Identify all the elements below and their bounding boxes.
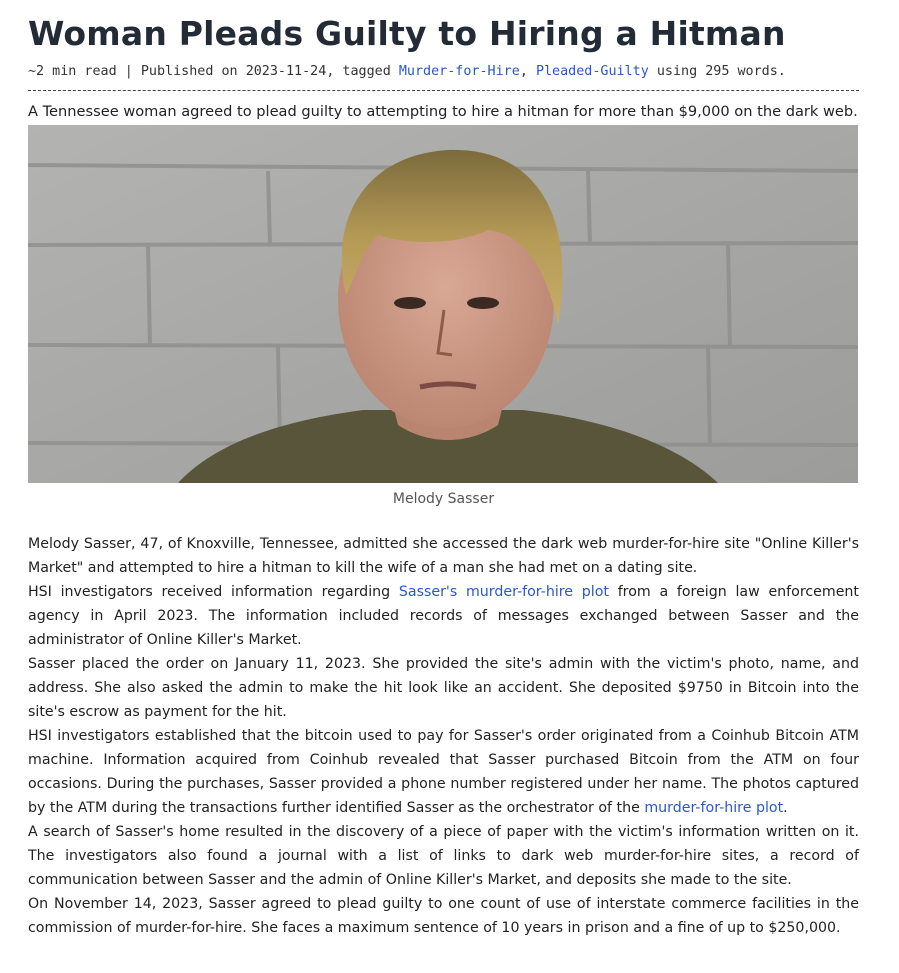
tag-link-pleaded-guilty[interactable]: Pleaded-Guilty: [535, 64, 649, 79]
paragraph-text: from a foreign law enforcement agency in April 2023. The information included records of messages exchanged between Sasser and the administrator of Online Killer's Market.: [28, 584, 859, 648]
paragraph: [28, 724, 859, 820]
paragraph: Melody Sasser, 47, of Knoxville, Tennessee, admitted she accessed the dark web murder-for-hire site "Online Killer's Market" and attempted to hire a hitman to kill the wife of a man she had met on a dating site.: [28, 536, 859, 576]
article-photo: [28, 125, 858, 483]
article-title: Woman Pleads Guilty to Hiring a Hitman: [28, 14, 786, 53]
paragraph-text: HSI investigators received information regarding: [28, 584, 399, 600]
article-meta: [28, 62, 786, 82]
published-label: Published on: [140, 64, 238, 79]
tagged-label: , tagged: [326, 64, 391, 79]
meta-separator: |: [124, 64, 133, 79]
paragraph: [28, 580, 859, 652]
plot-link[interactable]: Sasser's murder-for-hire plot: [398, 584, 609, 600]
tag-link-murder-for-hire[interactable]: Murder-for-Hire: [398, 64, 520, 79]
tag-separator: ,: [519, 64, 528, 79]
paragraph: A search of Sasser's home resulted in the discovery of a piece of paper with the victim's information written on it. The investigators also found a journal with a list of links to dark web murder-for-hire sites, a record of communication between Sasser and the admin of Online Killer's Market, and deposits she made to the site.: [28, 824, 859, 888]
read-time: ~2 min read: [28, 64, 117, 79]
plot-link[interactable]: murder-for-hire plot: [644, 800, 784, 816]
paragraph-text: .: [783, 800, 788, 816]
article-lede: A Tennessee woman agreed to plead guilty to attempting to hire a hitman for more than $9,000 on the dark web.: [28, 103, 858, 120]
word-count: using 295 words.: [656, 64, 786, 79]
published-date: 2023-11-24: [245, 64, 327, 79]
paragraph: On November 14, 2023, Sasser agreed to plead guilty to one count of use of interstate commerce facilities in the commission of murder-for-hire. She faces a maximum sentence of 10 years in prison and a fine of up to $250,000.: [28, 896, 859, 936]
paragraph-text: HSI investigators established that the bitcoin used to pay for Sasser's order originated from a Coinhub Bitcoin ATM machine. Information acquired from Coinhub revealed that Sasser purchased Bitcoin from the ATM on four occasions. During the purchases, Sasser provided a phone number registered under her name. The photos captured by the ATM during the transactions further identified Sasser as the orchestrator of the: [28, 728, 859, 816]
photo-caption: Melody Sasser: [392, 491, 495, 507]
article-body: [28, 532, 859, 940]
divider: [28, 90, 859, 91]
paragraph: Sasser placed the order on January 11, 2023. She provided the site's admin with the victim's photo, name, and address. She also asked the admin to make the hit look like an accident. She deposited $9750 in Bitcoin into the site's escrow as payment for the hit.: [28, 656, 859, 720]
